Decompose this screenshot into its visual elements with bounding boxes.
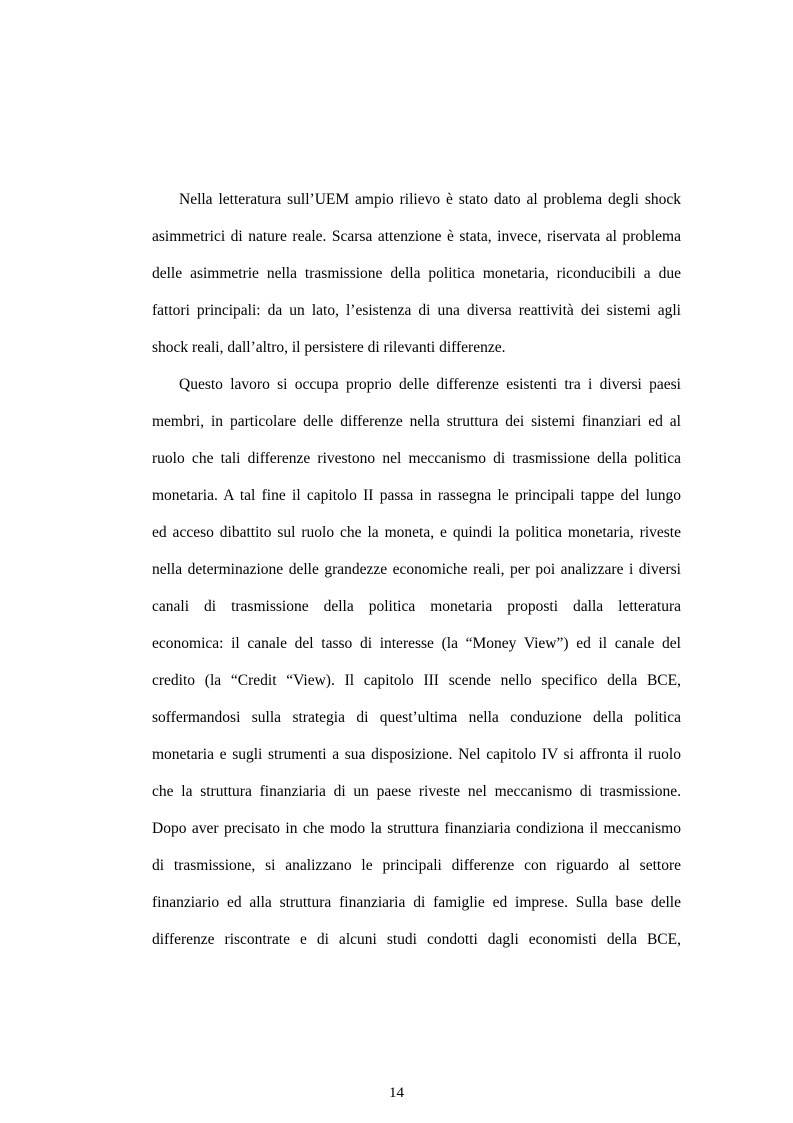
- text-line: Nella letteratura sull’UEM ampio rilievo è stato dato al problema degli shock: [179, 191, 681, 208]
- text-line: finanziario ed alla struttura finanziaria di famiglie ed imprese. Sulla base delle: [152, 894, 681, 911]
- text-line: monetaria. A tal fine il capitolo II passa in rassegna le principali tappe del lungo: [152, 487, 681, 504]
- text-line: fattori principali: da un lato, l’esistenza di una diversa reattività dei sistemi agli: [152, 302, 681, 319]
- text-line: credito (la “Credit “View). Il capitolo III scende nello specifico della BCE,: [152, 672, 681, 689]
- text-line: Dopo aver precisato in che modo la struttura finanziaria condiziona il meccanismo: [152, 820, 681, 837]
- text-line: membri, in particolare delle differenze nella struttura dei sistemi finanziari ed al: [152, 413, 681, 430]
- text-line: economica: il canale del tasso di interesse (la “Money View”) ed il canale del: [152, 635, 681, 652]
- text-line: che la struttura finanziaria di un paese riveste nel meccanismo di trasmissione.: [152, 783, 681, 800]
- text-line: di trasmissione, si analizzano le principali differenze con riguardo al settore: [152, 857, 681, 874]
- paragraph: [152, 366, 681, 958]
- text-line: Questo lavoro si occupa proprio delle differenze esistenti tra i diversi paesi: [179, 376, 681, 393]
- text-line: monetaria e sugli strumenti a sua disposizione. Nel capitolo IV si affronta il ruolo: [152, 746, 681, 763]
- text-line: nella determinazione delle grandezze economiche reali, per poi analizzare i diversi: [152, 561, 681, 578]
- text-line: soffermandosi sulla strategia di quest’ultima nella conduzione della politica: [152, 709, 681, 726]
- text-line: delle asimmetrie nella trasmissione della politica monetaria, riconducibili a due: [152, 265, 681, 282]
- text-line: ed acceso dibattito sul ruolo che la moneta, e quindi la politica monetaria, riveste: [152, 524, 681, 541]
- body-text: [152, 181, 681, 958]
- page-number: 14: [389, 1085, 404, 1101]
- text-line: shock reali, dall’altro, il persistere di rilevanti differenze.: [152, 339, 506, 356]
- paragraph: [152, 181, 681, 366]
- text-line: differenze riscontrate e di alcuni studi condotti dagli economisti della BCE,: [152, 931, 681, 948]
- text-line: asimmetrici di nature reale. Scarsa attenzione è stata, invece, riservata al problema: [152, 228, 681, 245]
- text-line: ruolo che tali differenze rivestono nel meccanismo di trasmissione della politica: [152, 450, 681, 467]
- text-line: canali di trasmissione della politica monetaria proposti dalla letteratura: [152, 598, 681, 615]
